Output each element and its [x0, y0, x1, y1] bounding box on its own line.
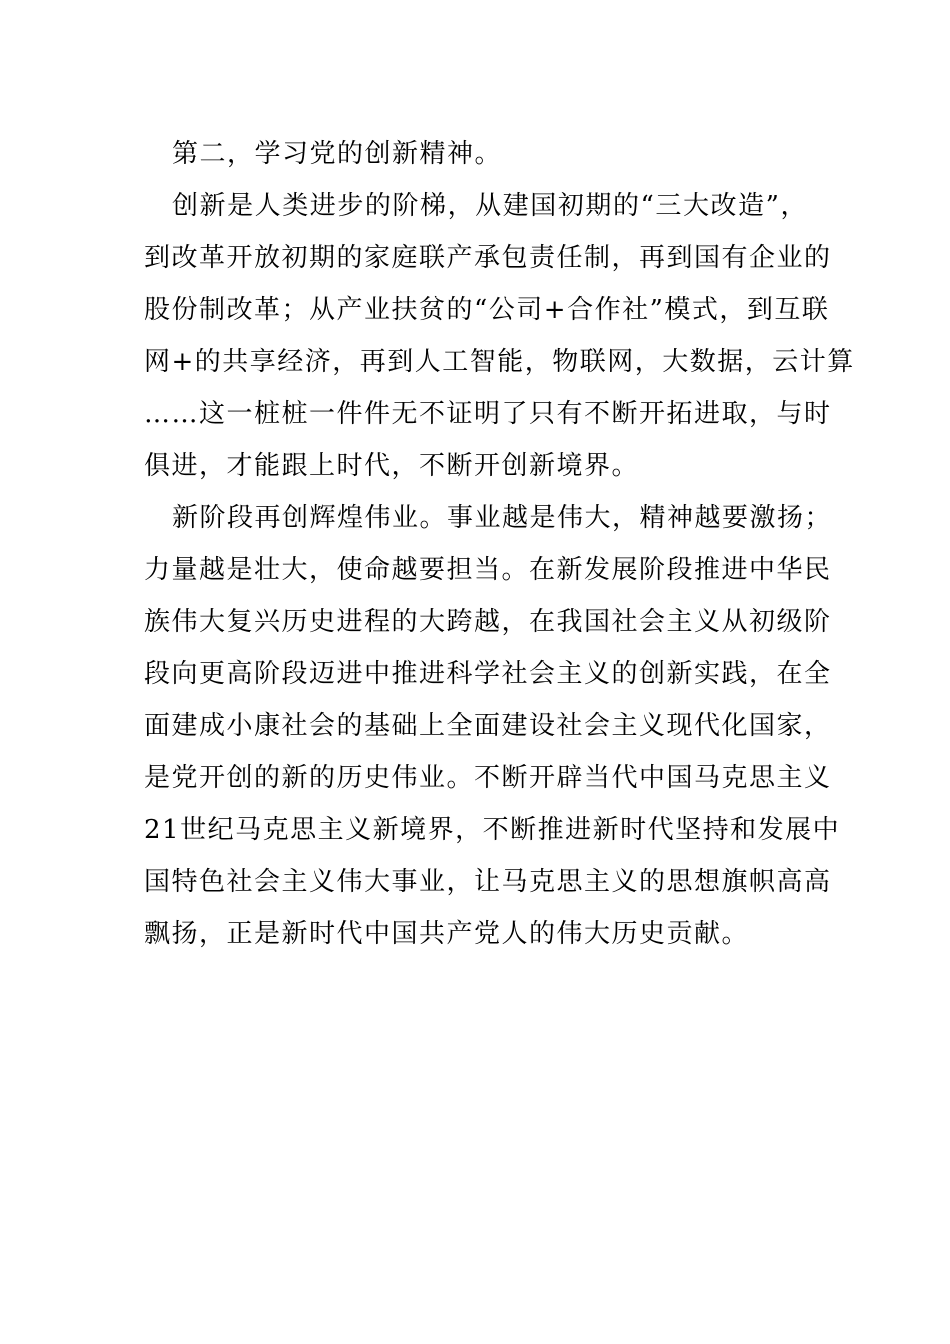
text-line: 创新是人类进步的阶梯，从建国初期的“三大改造”，: [172, 191, 808, 221]
text-line: 段向更高阶段迈进中推进科学社会主义的创新实践，在全: [144, 659, 832, 689]
text-line: 飘扬，正是新时代中国共产党人的伟大历史贡献。: [144, 919, 750, 949]
text-line: 族伟大复兴历史进程的大跨越，在我国社会主义从初级阶: [144, 607, 832, 637]
text-line: 面建成小康社会的基础上全面建设社会主义现代化国家，: [144, 711, 832, 741]
text-line: 力量越是壮大，使命越要担当。在新发展阶段推进中华民: [144, 555, 832, 585]
text-line: 股份制改革；从产业扶贫的“公司+合作社”模式，到互联: [144, 295, 830, 325]
paragraph-innovation: [144, 180, 855, 492]
text-line: ……这一桩桩一件件无不证明了只有不断开拓进取，与时: [144, 399, 832, 429]
text-line: 21世纪马克思主义新境界，不断推进新时代坚持和发展中: [144, 815, 841, 845]
document-body: [144, 128, 855, 960]
text-line: 国特色社会主义伟大事业，让马克思主义的思想旗帜高高: [144, 867, 832, 897]
paragraph-new-stage: [144, 492, 841, 960]
text-line: 第二，学习党的创新精神。: [172, 139, 503, 169]
text-line: 到改革开放初期的家庭联产承包责任制，再到国有企业的: [144, 243, 832, 273]
paragraph-heading: [144, 128, 808, 180]
text-line: 是党开创的新的历史伟业。不断开辟当代中国马克思主义: [144, 763, 832, 793]
text-line: 网+的共享经济，再到人工智能，物联网，大数据，云计算: [144, 347, 855, 377]
text-line: 新阶段再创辉煌伟业。事业越是伟大，精神越要激扬；: [172, 503, 833, 533]
text-line: 俱进，才能跟上时代，不断开创新境界。: [144, 451, 640, 481]
